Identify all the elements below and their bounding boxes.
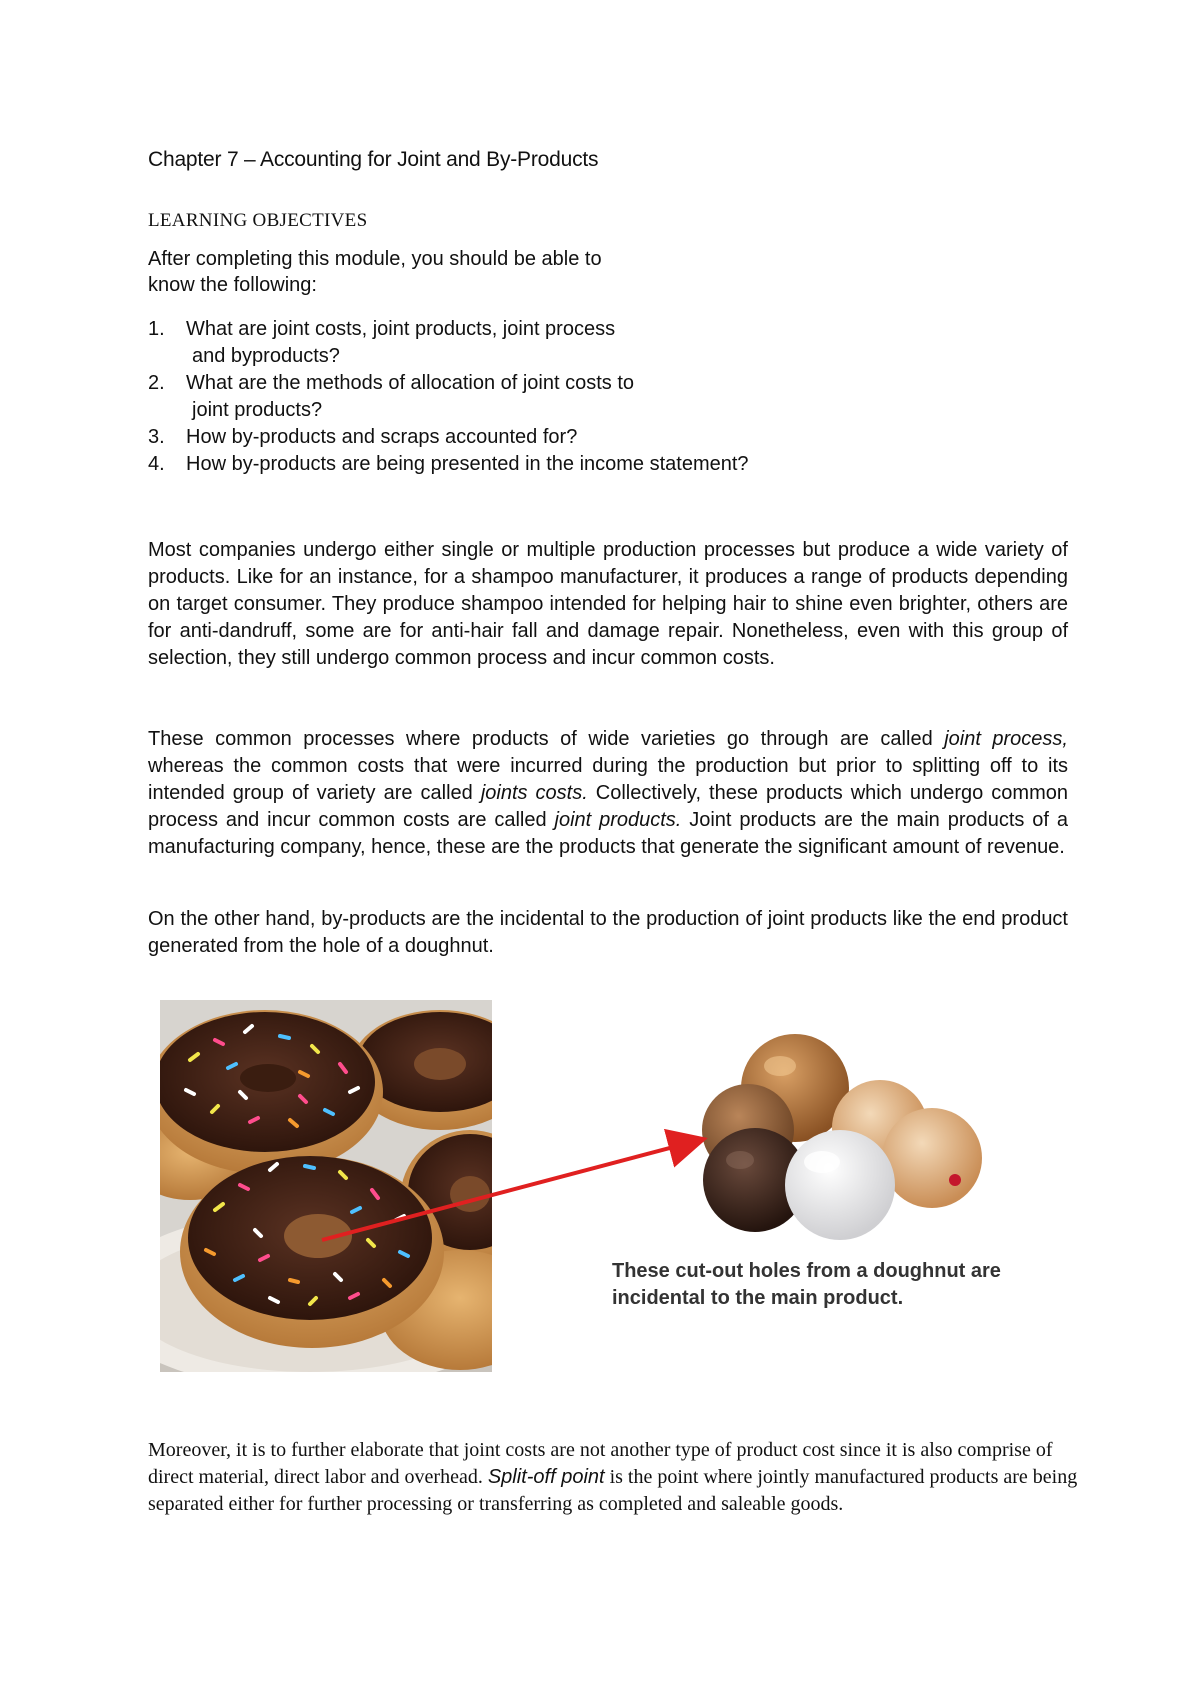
list-number: 3. bbox=[148, 426, 165, 448]
paragraph-split-off-point bbox=[148, 1437, 1088, 1518]
list-item bbox=[148, 316, 908, 370]
paragraph-text: Joint products are the main products of a manufacturing company, hence, these are the products that generate the significant amount of revenue. bbox=[148, 809, 1068, 858]
paragraph-text: Moreover, it is to further elaborate that joint costs are not another type of product cost since it is also comprise of direct material, direct labor and overhead. bbox=[148, 1439, 1053, 1488]
list-item bbox=[148, 370, 908, 424]
intro-text bbox=[148, 246, 748, 298]
list-item-text: How by-products and scraps accounted for? bbox=[186, 426, 578, 448]
list-number: 2. bbox=[148, 372, 165, 394]
intro-line: After completing this module, you should be able to bbox=[148, 248, 602, 270]
paragraph-by-products: On the other hand, by-products are the incidental to the production of joint products like the end product generated from the hole of a doughnut. bbox=[148, 908, 1068, 957]
list-item bbox=[148, 451, 908, 478]
figure-caption: These cut-out holes from a doughnut are incidental to the main product. bbox=[612, 1260, 1001, 1309]
doughnuts-with-sprinkles-photo bbox=[100, 1000, 540, 1390]
paragraph-text: These common processes where products of wide varieties go through are called bbox=[148, 728, 945, 750]
paragraph-text: whereas the common costs that were incurred during the production but prior to splitting off to its intended group of variety are called bbox=[148, 755, 1068, 804]
term-split-off-point: Split-off point bbox=[487, 1466, 605, 1488]
doughnut-holes-photo bbox=[702, 1034, 982, 1240]
list-item-text: How by-products are being presented in the income statement? bbox=[186, 453, 749, 475]
list-number: 1. bbox=[148, 318, 165, 340]
intro-line: know the following: bbox=[148, 274, 317, 296]
list-item-text: and byproducts? bbox=[192, 345, 340, 367]
list-number: 4. bbox=[148, 453, 165, 475]
list-item-text: joint products? bbox=[192, 399, 323, 421]
list-item bbox=[148, 424, 908, 451]
paragraph-joint-definitions bbox=[148, 726, 1068, 861]
list-item-text: What are joint costs, joint products, joint process bbox=[186, 318, 616, 340]
doughnut-figure bbox=[0, 980, 1200, 1400]
term-joint-costs: joints costs. bbox=[480, 782, 588, 804]
objectives-list bbox=[148, 316, 908, 478]
learning-objectives-heading: LEARNING OBJECTIVES bbox=[148, 210, 368, 231]
chapter-title: Chapter 7 – Accounting for Joint and By-Products bbox=[148, 148, 599, 171]
term-joint-process: joint process, bbox=[944, 728, 1068, 750]
paragraph-text: is the point where jointly manufactured products are being separated either for further processing or transferring as completed and saleable goods. bbox=[148, 1466, 1078, 1515]
paragraph-text: Collectively, these products which undergo common process and incur common costs are called bbox=[148, 782, 1068, 831]
paragraph-shampoo-example: Most companies undergo either single or multiple production processes but produce a wide variety of products. Like for an instance, for a shampoo manufacturer, it produces a range of products depending on target consumer. They produce shampoo intended for helping hair to shine even brighter, others are for anti-dandruff, some are for anti-hair fall and damage repair. Nonetheless, even with this group of selection, they still undergo common process and incur common costs. bbox=[148, 539, 1068, 669]
term-joint-products: joint products. bbox=[554, 809, 682, 831]
list-item-text: What are the methods of allocation of joint costs to bbox=[186, 372, 635, 394]
